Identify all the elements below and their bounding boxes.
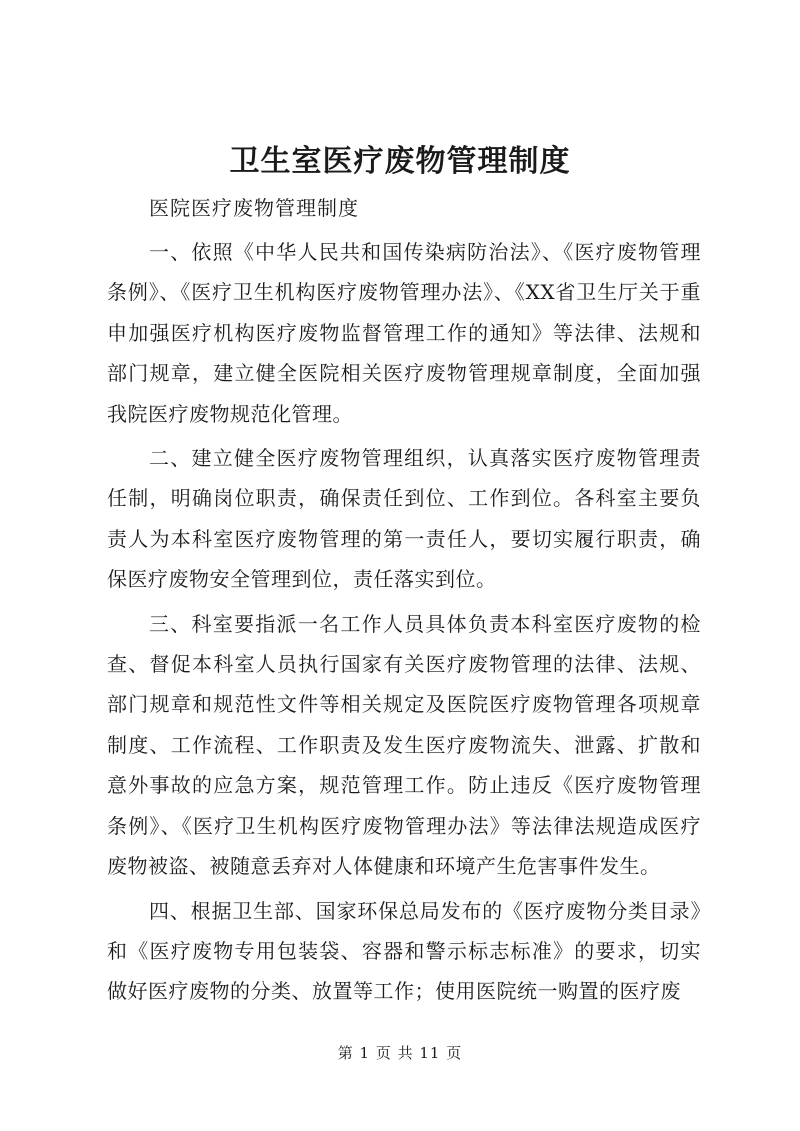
paragraph-2: 二、建立健全医疗废物管理组织，认真落实医疗废物管理责任制，明确岗位职责，确保责任到位、工作到位。各科室主要负责人为本科室医疗废物管理的第一责任人，要切实履行职责，确保医疗废物安全管理到位，责任落实到位。 (107, 446, 701, 592)
document-title: 卫生室医疗废物管理制度 (229, 144, 571, 179)
paragraph-1: 一、依照《中华人民共和国传染病防治法》、《医疗废物管理条例》、《医疗卫生机构医疗废物管理办法》、《XX省卫生厅关于重申加强医疗机构医疗废物监督管理工作的通知》等法律、法规和部门规章，建立健全医院相关医疗废物管理规章制度，全面加强我院医疗废物规范化管理。 (107, 240, 701, 426)
paragraph-3: 三、科室要指派一名工作人员具体负责本科室医疗废物的检查、督促本科室人员执行国家有关医疗废物管理的法律、法规、部门规章和规范性文件等相关规定及医院医疗废物管理各项规章制度、工作流程、工作职责及发生医疗废物流失、泄露、扩散和意外事故的应急方案，规范管理工作。防止违反《医疗废物管理条例》、《医疗卫生机构医疗废物管理办法》等法律法规造成医疗废物被盗、被随意丢弃对人体健康和环境产生危害事件发生。 (107, 611, 701, 879)
document-subtitle: 医院医疗废物管理制度 (149, 196, 359, 220)
page-footer: 第 1 页 共 11 页 (337, 1044, 463, 1062)
paragraph-4: 四、根据卫生部、国家环保总局发布的《医疗废物分类目录》和《医疗废物专用包装袋、容器和警示标志标准》的要求，切实做好医疗废物的分类、放置等工作；使用医院统一购置的医疗废 (107, 898, 701, 1004)
document-body (107, 188, 701, 1012)
